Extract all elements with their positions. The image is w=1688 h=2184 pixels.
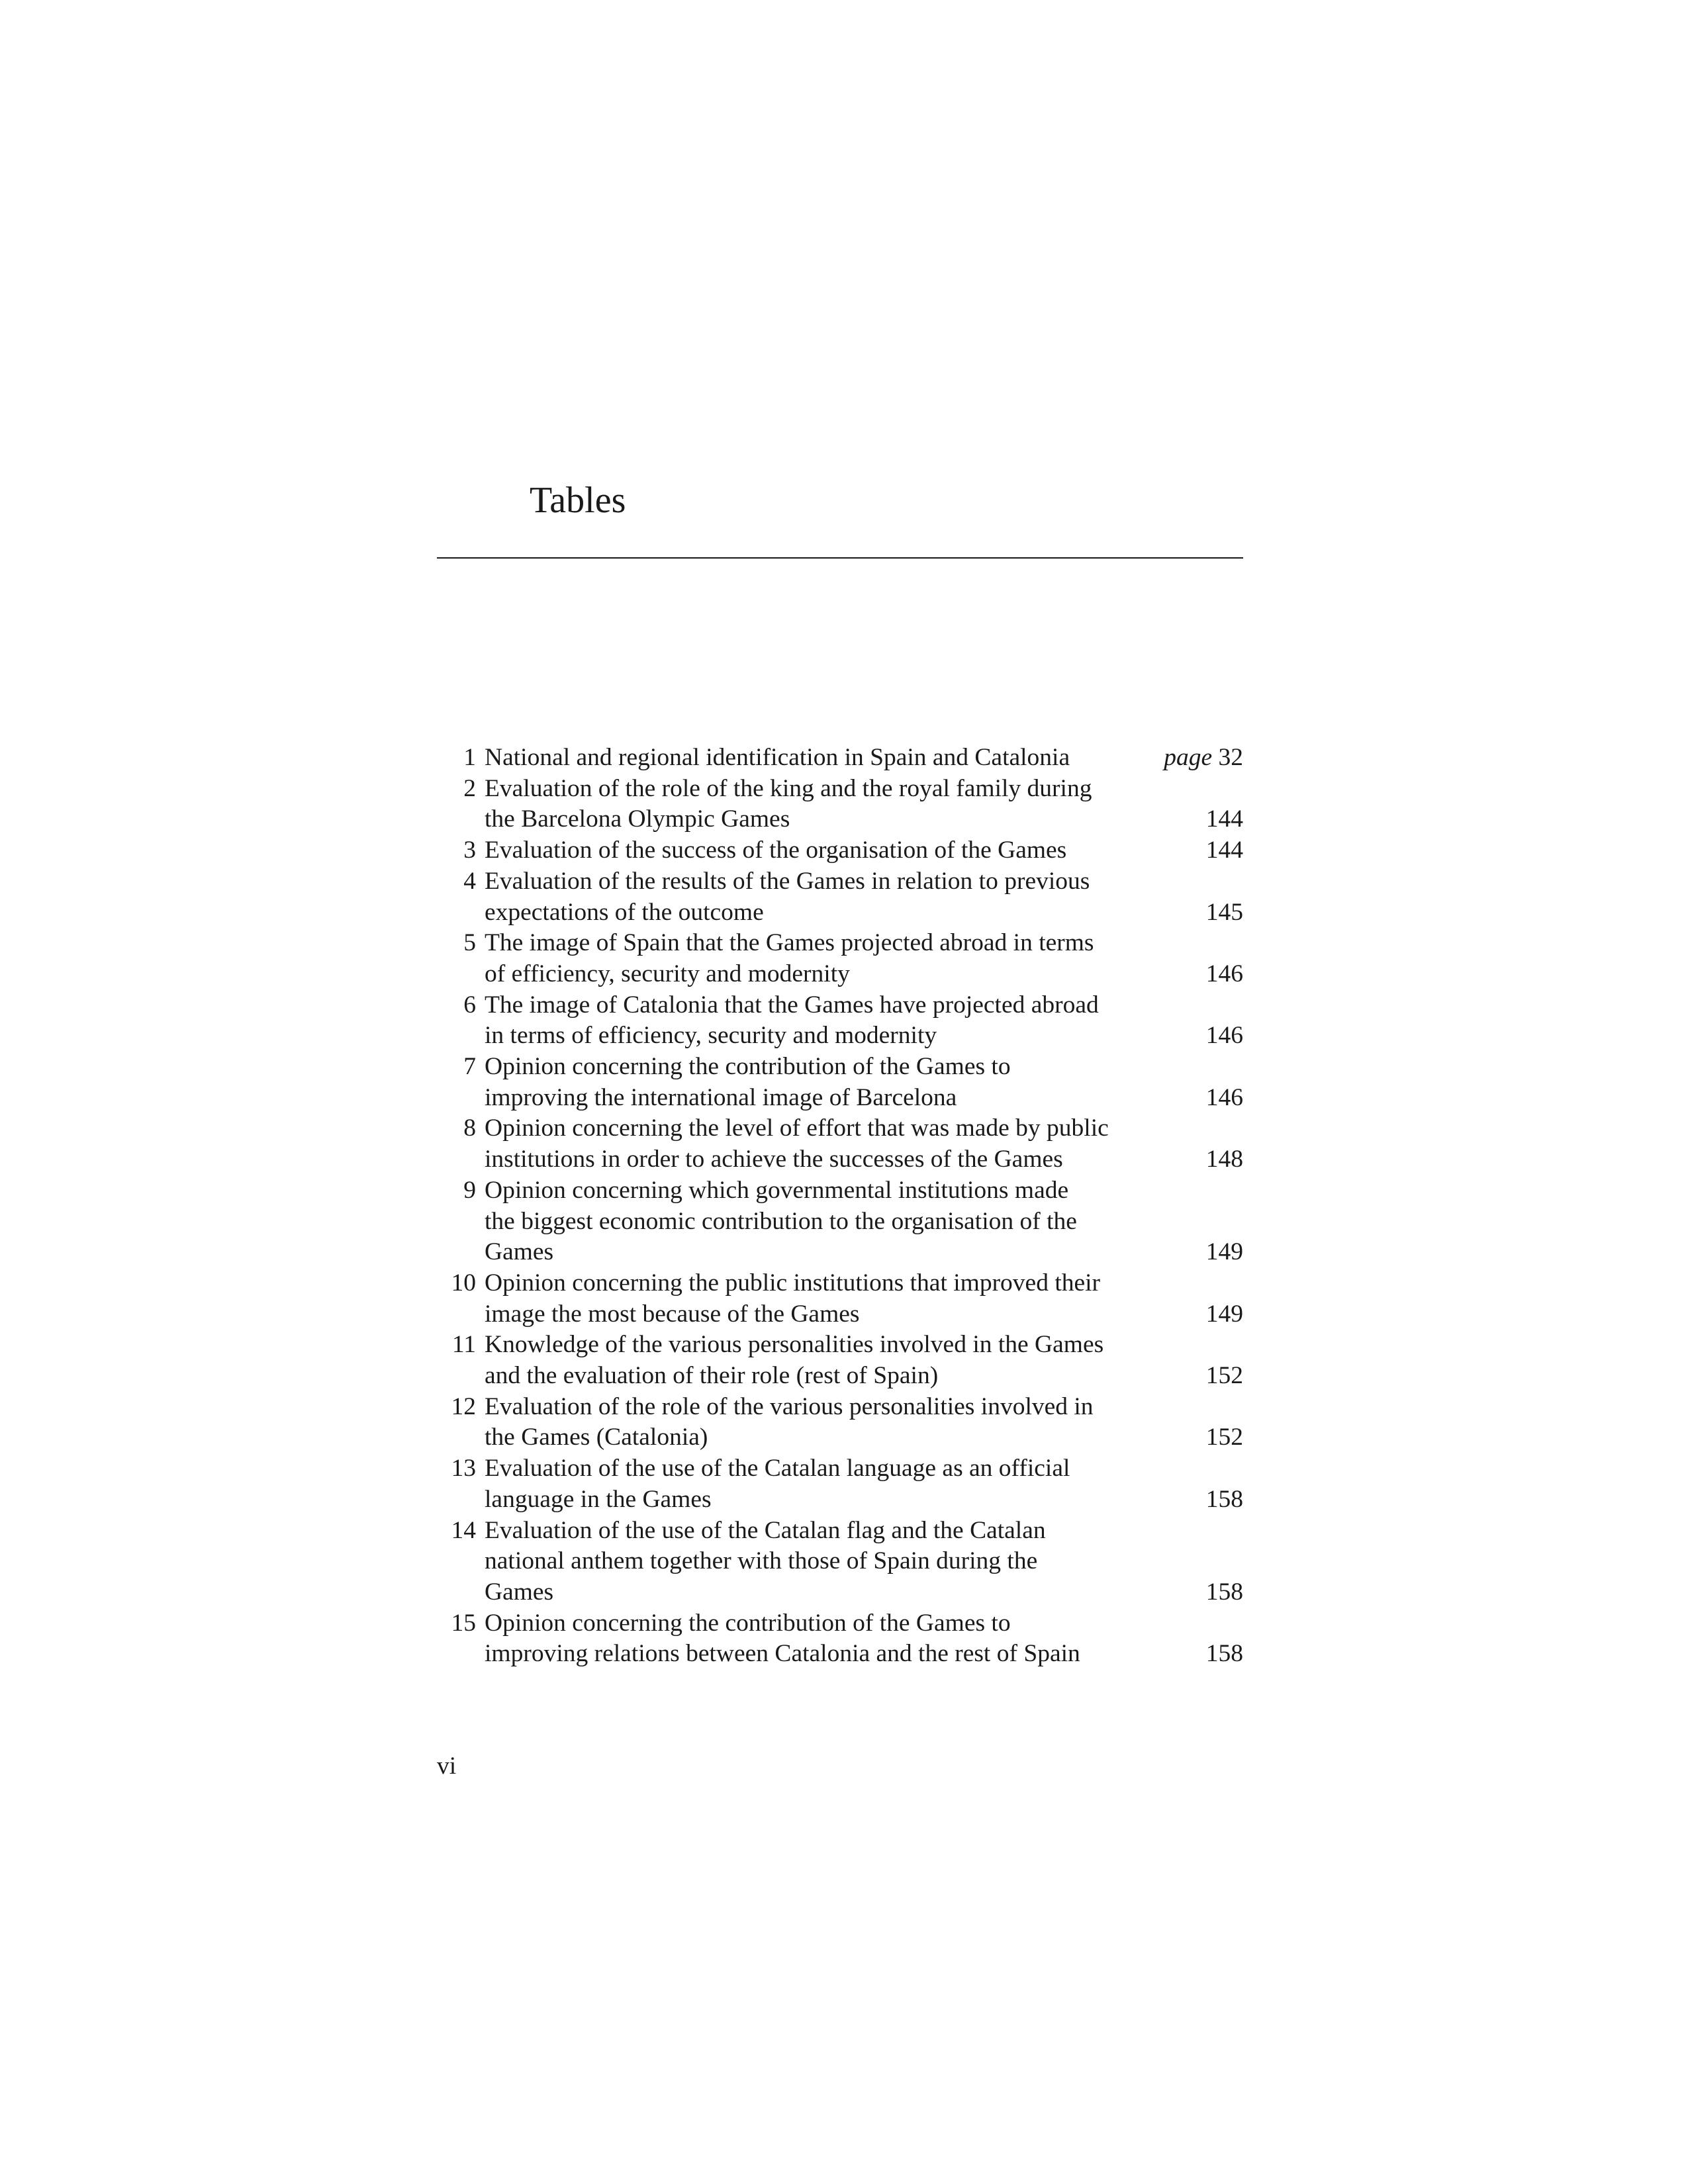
table-title-text: national anthem together with those of Spain during the (485, 1547, 1038, 1575)
table-title-text: improving the international image of Barcelona (485, 1083, 957, 1111)
table-title-text: Knowledge of the various personalities involved in the Games (485, 1331, 1104, 1359)
table-number: 1 (463, 744, 476, 771)
table-number: 6 (463, 991, 476, 1019)
table-entry-body (476, 928, 1243, 989)
table-title-line (485, 1453, 1243, 1484)
table-page-ref (1206, 1361, 1243, 1392)
table-entry-body (476, 1268, 1243, 1330)
table-title-line (485, 1268, 1243, 1299)
table-title-line (485, 1083, 1243, 1114)
table-number: 11 (451, 1331, 476, 1359)
table-page-ref (1206, 1484, 1243, 1516)
list-of-tables (434, 743, 1243, 1670)
table-title-text: The image of Spain that the Games projected abroad in terms (485, 929, 1094, 957)
page-number-value: 32 (1218, 744, 1243, 771)
page-heading: Tables (530, 480, 626, 521)
page-number-value: 146 (1205, 960, 1243, 987)
table-entry-body (476, 1392, 1243, 1453)
table-entry-body (476, 743, 1243, 774)
table-title-line (485, 1113, 1243, 1144)
table-title-text: and the evaluation of their role (rest of Spain) (485, 1362, 939, 1390)
table-title-line (485, 1422, 1243, 1453)
table-title-line (485, 1577, 1243, 1608)
table-title-line (485, 1392, 1243, 1423)
table-title-line (485, 1484, 1243, 1516)
table-title-text: Games (485, 1578, 554, 1606)
table-title-text: Opinion concerning the public institutions that improved their (485, 1269, 1101, 1297)
table-title-text: Evaluation of the results of the Games in relation to previous (485, 867, 1090, 895)
table-title-line (485, 1206, 1243, 1238)
table-title-line (485, 1608, 1243, 1639)
table-title-line (485, 1144, 1243, 1175)
table-number: 4 (463, 867, 476, 895)
table-number: 2 (463, 774, 476, 802)
table-page-ref (1206, 1144, 1243, 1175)
page-number-value: 144 (1205, 805, 1243, 833)
table-page-ref (1206, 1299, 1243, 1330)
table-title-line (485, 1237, 1243, 1268)
table-number: 8 (463, 1115, 476, 1142)
table-title-line (485, 990, 1243, 1021)
table-number: 13 (451, 1455, 476, 1482)
table-page-ref (1206, 835, 1243, 866)
page-number-value: 158 (1205, 1578, 1243, 1606)
table-title-line (485, 804, 1243, 835)
table-title-line (485, 835, 1243, 866)
table-title-text: Opinion concerning which governmental institutions made (485, 1176, 1069, 1204)
table-entry-body (476, 1608, 1243, 1670)
table-title-line (485, 1516, 1243, 1547)
table-title-text: Games (485, 1238, 554, 1266)
table-title-text: of efficiency, security and modernity (485, 960, 850, 987)
table-page-ref (1206, 1083, 1243, 1114)
table-page-ref (1206, 897, 1243, 929)
table-title-text: the Barcelona Olympic Games (485, 805, 790, 833)
table-entry (434, 1392, 1243, 1453)
table-title-line (485, 1175, 1243, 1206)
table-title-text: Evaluation of the use of the Catalan language as an official (485, 1455, 1070, 1482)
page-number: vi (437, 1752, 457, 1780)
table-page-ref (1206, 804, 1243, 835)
page-number-value: 149 (1205, 1300, 1243, 1328)
table-entry (434, 1453, 1243, 1515)
table-title-text: Evaluation of the use of the Catalan flag and the Catalan (485, 1516, 1046, 1544)
table-title-text: The image of Catalonia that the Games have projected abroad (485, 991, 1099, 1019)
table-page-ref (1164, 743, 1243, 774)
page-number-value: 146 (1205, 1022, 1243, 1050)
table-title-line (485, 1021, 1243, 1052)
table-title-text: National and regional identification in Spain and Catalonia (485, 744, 1070, 771)
table-title-text: Opinion concerning the contribution of the Games to (485, 1609, 1011, 1637)
table-page-ref (1206, 959, 1243, 990)
table-entry (434, 1052, 1243, 1113)
table-title-text: improving relations between Catalonia and the rest of Spain (485, 1640, 1080, 1668)
table-title-text: Evaluation of the role of the king and the royal family during (485, 774, 1092, 802)
table-title-line (485, 897, 1243, 929)
table-entry-body (476, 1516, 1243, 1608)
table-title-text: institutions in order to achieve the successes of the Games (485, 1146, 1063, 1173)
page-number-value: 152 (1205, 1424, 1243, 1451)
table-page-ref (1206, 1237, 1243, 1268)
table-title-line (485, 959, 1243, 990)
page-number-value: 152 (1205, 1362, 1243, 1390)
table-entry (434, 774, 1243, 835)
table-title-text: image the most because of the Games (485, 1300, 860, 1328)
table-number: 10 (451, 1269, 476, 1297)
table-number: 12 (451, 1392, 476, 1420)
page-prefix: page (1164, 744, 1213, 771)
table-entry-body (476, 866, 1243, 928)
table-number: 14 (451, 1516, 476, 1544)
page-number-value: 144 (1205, 837, 1243, 864)
table-entry-body (476, 990, 1243, 1052)
page-number-value: 158 (1205, 1640, 1243, 1668)
table-entry (434, 990, 1243, 1052)
table-entry-body (476, 1330, 1243, 1391)
table-title-line (485, 928, 1243, 959)
table-title-line (485, 743, 1243, 774)
table-entry (434, 743, 1243, 774)
table-number: 7 (463, 1053, 476, 1081)
table-number: 3 (463, 837, 476, 864)
table-page-ref (1206, 1577, 1243, 1608)
table-title-text: Opinion concerning the level of effort that was made by public (485, 1115, 1109, 1142)
table-title-text: in terms of efficiency, security and modernity (485, 1022, 937, 1050)
table-entry (434, 1608, 1243, 1670)
page-number-value: 148 (1205, 1146, 1243, 1173)
page-number-value: 146 (1205, 1083, 1243, 1111)
table-entry (434, 928, 1243, 989)
table-entry (434, 835, 1243, 866)
table-entry-body (476, 774, 1243, 835)
table-entry-body (476, 1113, 1243, 1175)
table-title-text: Evaluation of the role of the various personalities involved in (485, 1392, 1094, 1420)
page-number-value: 149 (1205, 1238, 1243, 1266)
table-entry (434, 1113, 1243, 1175)
table-entry-body (476, 1453, 1243, 1515)
table-title-line (485, 1639, 1243, 1670)
table-entry-body (476, 1052, 1243, 1113)
table-title-text: Evaluation of the success of the organisation of the Games (485, 837, 1067, 864)
table-title-text: language in the Games (485, 1485, 712, 1513)
heading-rule (437, 557, 1243, 559)
table-number: 5 (463, 929, 476, 957)
table-entry (434, 1268, 1243, 1330)
table-entry (434, 1516, 1243, 1608)
table-number: 15 (451, 1609, 476, 1637)
page-number-value: 158 (1205, 1485, 1243, 1513)
table-title-text: the Games (Catalonia) (485, 1424, 708, 1451)
table-title-line (485, 1361, 1243, 1392)
table-entry (434, 1330, 1243, 1391)
table-title-line (485, 1330, 1243, 1361)
table-page-ref (1206, 1639, 1243, 1670)
table-number: 9 (463, 1176, 476, 1204)
table-entry-body (476, 835, 1243, 866)
table-title-line (485, 866, 1243, 897)
table-title-line (485, 1299, 1243, 1330)
table-title-text: expectations of the outcome (485, 898, 764, 926)
table-entry (434, 1175, 1243, 1268)
table-entry-body (476, 1175, 1243, 1268)
table-page-ref (1206, 1422, 1243, 1453)
table-title-text: the biggest economic contribution to the organisation of the (485, 1207, 1077, 1235)
page-number-value: 145 (1205, 898, 1243, 926)
table-title-text: Opinion concerning the contribution of the Games to (485, 1053, 1011, 1081)
table-page-ref (1206, 1021, 1243, 1052)
table-entry (434, 866, 1243, 928)
table-title-line (485, 1546, 1243, 1577)
table-title-line (485, 774, 1243, 805)
table-title-line (485, 1052, 1243, 1083)
